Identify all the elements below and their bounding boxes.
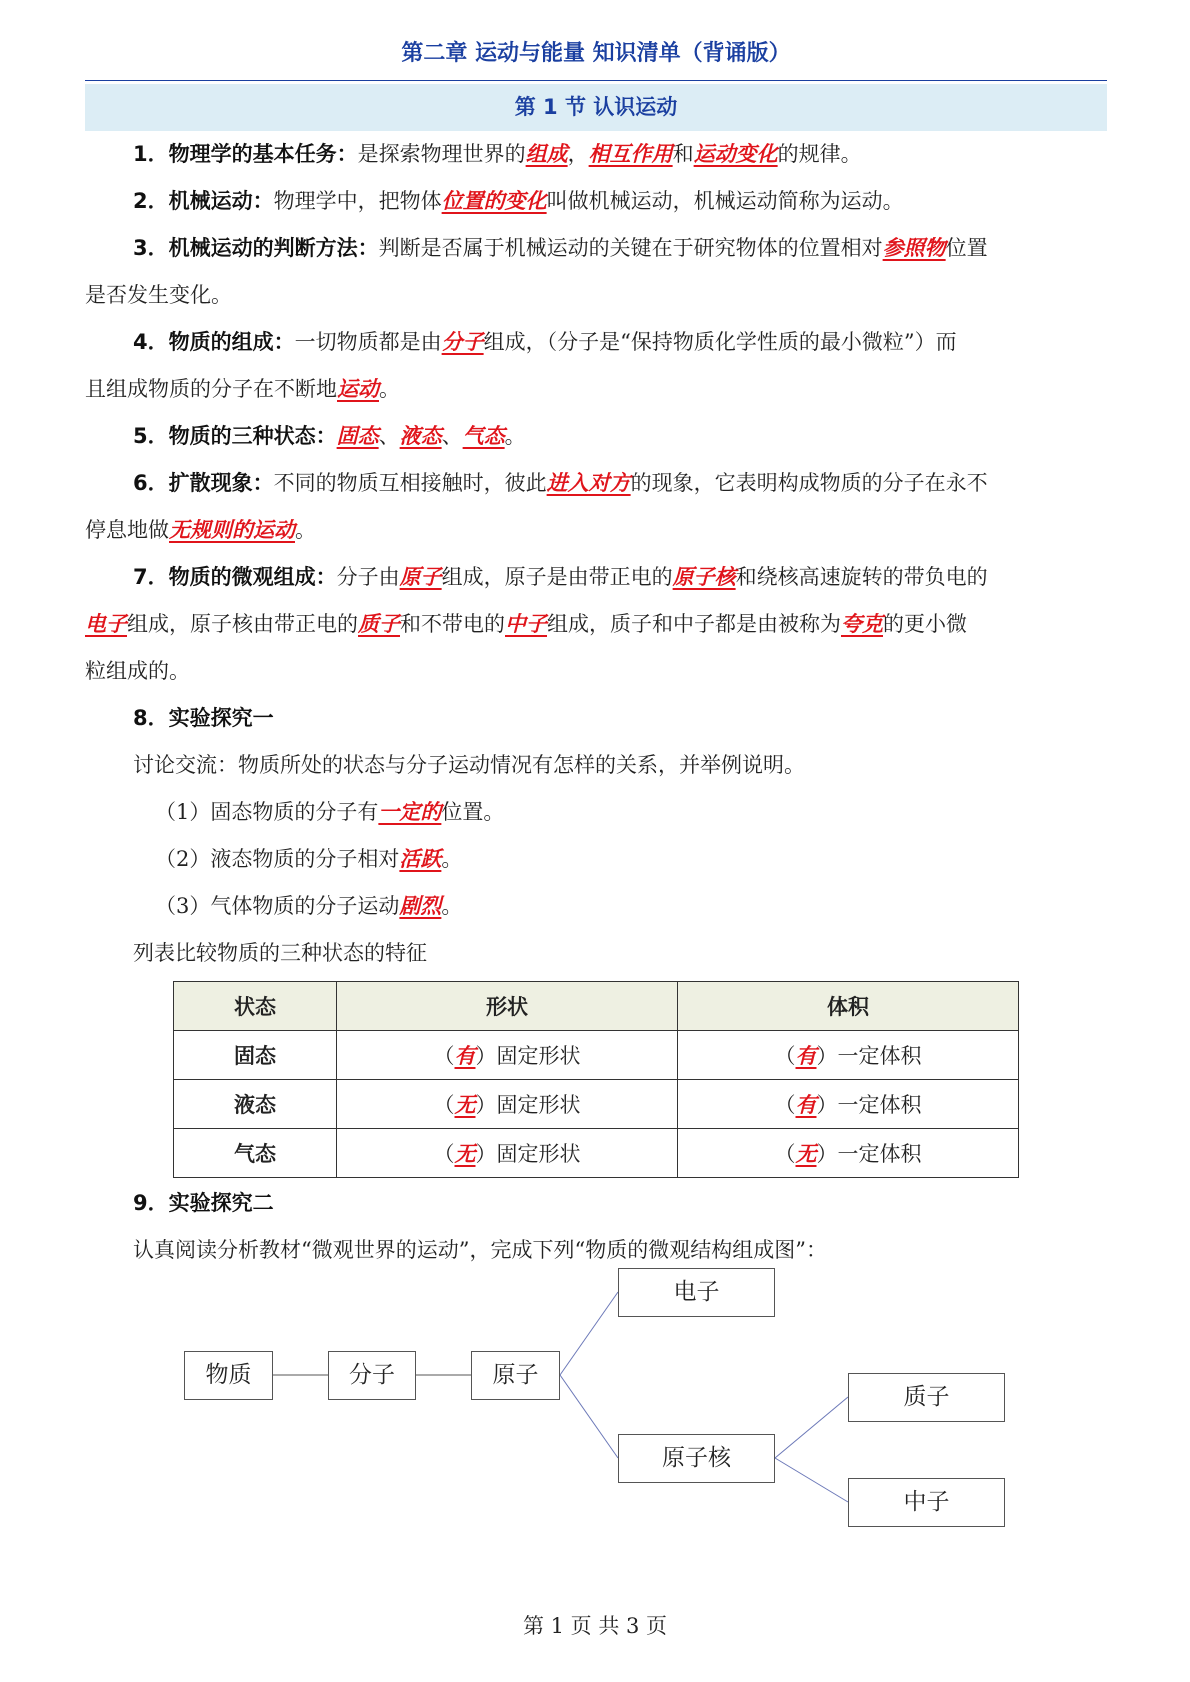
item-2 xyxy=(85,178,1107,225)
answer: 一定的 xyxy=(378,800,442,824)
document-page xyxy=(85,0,1107,1274)
states-table xyxy=(173,981,1019,1178)
volume-cell xyxy=(678,1129,1019,1178)
header-volume: 体积 xyxy=(678,982,1019,1031)
item-4-label: 4．物质的组成： xyxy=(133,330,295,354)
section-heading: 第 1 节 认识运动 xyxy=(85,84,1107,131)
answer: 有 xyxy=(454,1044,476,1068)
answer: 有 xyxy=(795,1093,817,1117)
item-1 xyxy=(85,131,1107,178)
text: 、 xyxy=(378,424,400,448)
text: （ xyxy=(774,1044,796,1068)
item-7-label: 7．物质的微观组成： xyxy=(133,565,337,589)
answer: 参照物 xyxy=(882,236,946,260)
table-row xyxy=(174,1080,1019,1129)
text: 、 xyxy=(441,424,463,448)
item-3-cont xyxy=(85,272,1107,319)
text: （ xyxy=(774,1142,796,1166)
node-proton: 质子 xyxy=(848,1373,1005,1422)
connector-line xyxy=(775,1458,848,1502)
text: ）固定形状 xyxy=(475,1142,581,1166)
item-8-question: 讨论交流：物质所处的状态与分子运动情况有怎样的关系，并举例说明。 xyxy=(133,753,805,777)
item-6-label: 6．扩散现象： xyxy=(133,471,274,495)
answer: 剧烈 xyxy=(399,894,442,918)
text: ， xyxy=(567,142,589,166)
item-1-label: 1．物理学的基本任务： xyxy=(133,142,358,166)
state-cell: 气态 xyxy=(174,1129,337,1178)
page-footer: 第 1 页 共 3 页 xyxy=(522,1614,668,1638)
header-state: 状态 xyxy=(174,982,337,1031)
item-5 xyxy=(85,413,1107,460)
text: 且组成物质的分子在不断地 xyxy=(85,377,337,401)
text: 。 xyxy=(379,377,400,401)
table-caption: 列表比较物质的三种状态的特征 xyxy=(133,941,427,965)
item-7-cont2 xyxy=(85,648,1107,695)
shape-cell xyxy=(337,1080,678,1129)
item-6-cont xyxy=(85,507,1107,554)
text: 分子由 xyxy=(336,565,400,589)
answer: 原子核 xyxy=(672,565,736,589)
text: 的规律。 xyxy=(777,142,862,166)
text: 位置。 xyxy=(441,800,505,824)
answer: 固态 xyxy=(336,424,379,448)
answer: 夸克 xyxy=(841,612,883,636)
text: 的更小微 xyxy=(883,612,967,636)
item-9-label: 9．实验探究二 xyxy=(133,1191,274,1215)
text: 不同的物质互相接触时，彼此 xyxy=(273,471,547,495)
text: 位置 xyxy=(945,236,988,260)
answer: 无规则的运动 xyxy=(169,518,295,542)
text: （ xyxy=(433,1044,455,1068)
answer: 活跃 xyxy=(399,847,442,871)
answer: 位置的变化 xyxy=(441,189,547,213)
answer: 运动变化 xyxy=(693,142,778,166)
answer: 无 xyxy=(795,1142,817,1166)
text: 和 xyxy=(672,142,694,166)
answer: 气态 xyxy=(462,424,505,448)
text: ）固定形状 xyxy=(475,1093,581,1117)
table-row xyxy=(174,1129,1019,1178)
text: 一切物质都是由 xyxy=(294,330,442,354)
item-3-label: 3．机械运动的判断方法： xyxy=(133,236,379,260)
answer: 进入对方 xyxy=(546,471,631,495)
table-row xyxy=(174,1031,1019,1080)
text: 和不带电的 xyxy=(400,612,505,636)
text: 。 xyxy=(504,424,526,448)
text: 。 xyxy=(441,847,463,871)
text: 。 xyxy=(295,518,316,542)
item-8-point-1 xyxy=(85,789,1107,836)
text: ）一定体积 xyxy=(816,1044,922,1068)
item-8 xyxy=(85,695,1107,742)
header-shape: 形状 xyxy=(337,982,678,1031)
connector-line xyxy=(775,1397,848,1458)
text: 组成，质子和中子都是由被称为 xyxy=(547,612,841,636)
text: （ xyxy=(433,1142,455,1166)
answer: 运动 xyxy=(337,377,379,401)
title-rule xyxy=(85,80,1107,81)
node-matter: 物质 xyxy=(184,1351,273,1400)
text: 。 xyxy=(441,894,463,918)
item-6 xyxy=(85,460,1107,507)
text: （2）液态物质的分子相对 xyxy=(155,847,400,871)
answer: 有 xyxy=(795,1044,817,1068)
text: ）一定体积 xyxy=(816,1142,922,1166)
answer: 相互作用 xyxy=(588,142,673,166)
answer: 电子 xyxy=(85,612,127,636)
text: 粒组成的。 xyxy=(85,659,190,683)
volume-cell xyxy=(678,1080,1019,1129)
micro-structure-diagram xyxy=(0,1262,1190,1542)
answer: 原子 xyxy=(399,565,442,589)
text: 叫做机械运动，机械运动简称为运动。 xyxy=(546,189,904,213)
item-7 xyxy=(85,554,1107,601)
answer: 质子 xyxy=(358,612,400,636)
node-neutron: 中子 xyxy=(848,1478,1005,1527)
answer: 组成 xyxy=(525,142,568,166)
item-3 xyxy=(85,225,1107,272)
text: 的现象，它表明构成物质的分子在永不 xyxy=(630,471,988,495)
text: ）一定体积 xyxy=(816,1093,922,1117)
text: 组成，（分子是“保持物质化学性质的最小微粒”）而 xyxy=(483,330,957,354)
text: 是探索物理世界的 xyxy=(357,142,526,166)
text: （3）气体物质的分子运动 xyxy=(155,894,400,918)
table-header-row xyxy=(174,982,1019,1031)
text: （1）固态物质的分子有 xyxy=(155,800,379,824)
item-9-question: 认真阅读分析教材“微观世界的运动”，完成下列“物质的微观结构组成图”： xyxy=(133,1238,827,1262)
state-cell: 液态 xyxy=(174,1080,337,1129)
node-atom: 原子 xyxy=(471,1351,560,1400)
item-5-label: 5．物质的三种状态： xyxy=(133,424,337,448)
text: ）固定形状 xyxy=(475,1044,581,1068)
node-electron: 电子 xyxy=(618,1268,775,1317)
item-2-label: 2．机械运动： xyxy=(133,189,274,213)
answer: 液态 xyxy=(399,424,442,448)
text: （ xyxy=(774,1093,796,1117)
connector-line xyxy=(560,1292,618,1375)
text: 停息地做 xyxy=(85,518,169,542)
connector-line xyxy=(560,1375,618,1458)
answer: 无 xyxy=(454,1142,476,1166)
item-8-point-2 xyxy=(85,836,1107,883)
text: （ xyxy=(433,1093,455,1117)
answer: 分子 xyxy=(441,330,484,354)
node-nucleus: 原子核 xyxy=(618,1434,775,1483)
item-7-cont xyxy=(85,601,1107,648)
diagram-connectors xyxy=(0,1262,1190,1542)
text: 判断是否属于机械运动的关键在于研究物体的位置相对 xyxy=(378,236,883,260)
answer: 无 xyxy=(454,1093,476,1117)
text: 物理学中，把物体 xyxy=(273,189,442,213)
item-4 xyxy=(85,319,1107,366)
shape-cell xyxy=(337,1031,678,1080)
shape-cell xyxy=(337,1129,678,1178)
text: 组成，原子核由带正电的 xyxy=(127,612,358,636)
item-4-cont xyxy=(85,366,1107,413)
item-9 xyxy=(85,1180,1107,1227)
document-title: 第二章 运动与能量 知识清单（背诵版） xyxy=(401,41,791,66)
answer: 中子 xyxy=(505,612,547,636)
volume-cell xyxy=(678,1031,1019,1080)
item-8-point-3 xyxy=(85,883,1107,930)
text: 和绕核高速旋转的带负电的 xyxy=(735,565,988,589)
text: 是否发生变化。 xyxy=(85,283,232,307)
state-cell: 固态 xyxy=(174,1031,337,1080)
text: 组成，原子是由带正电的 xyxy=(441,565,673,589)
node-molecule: 分子 xyxy=(328,1351,416,1400)
item-8-label: 8．实验探究一 xyxy=(133,706,274,730)
